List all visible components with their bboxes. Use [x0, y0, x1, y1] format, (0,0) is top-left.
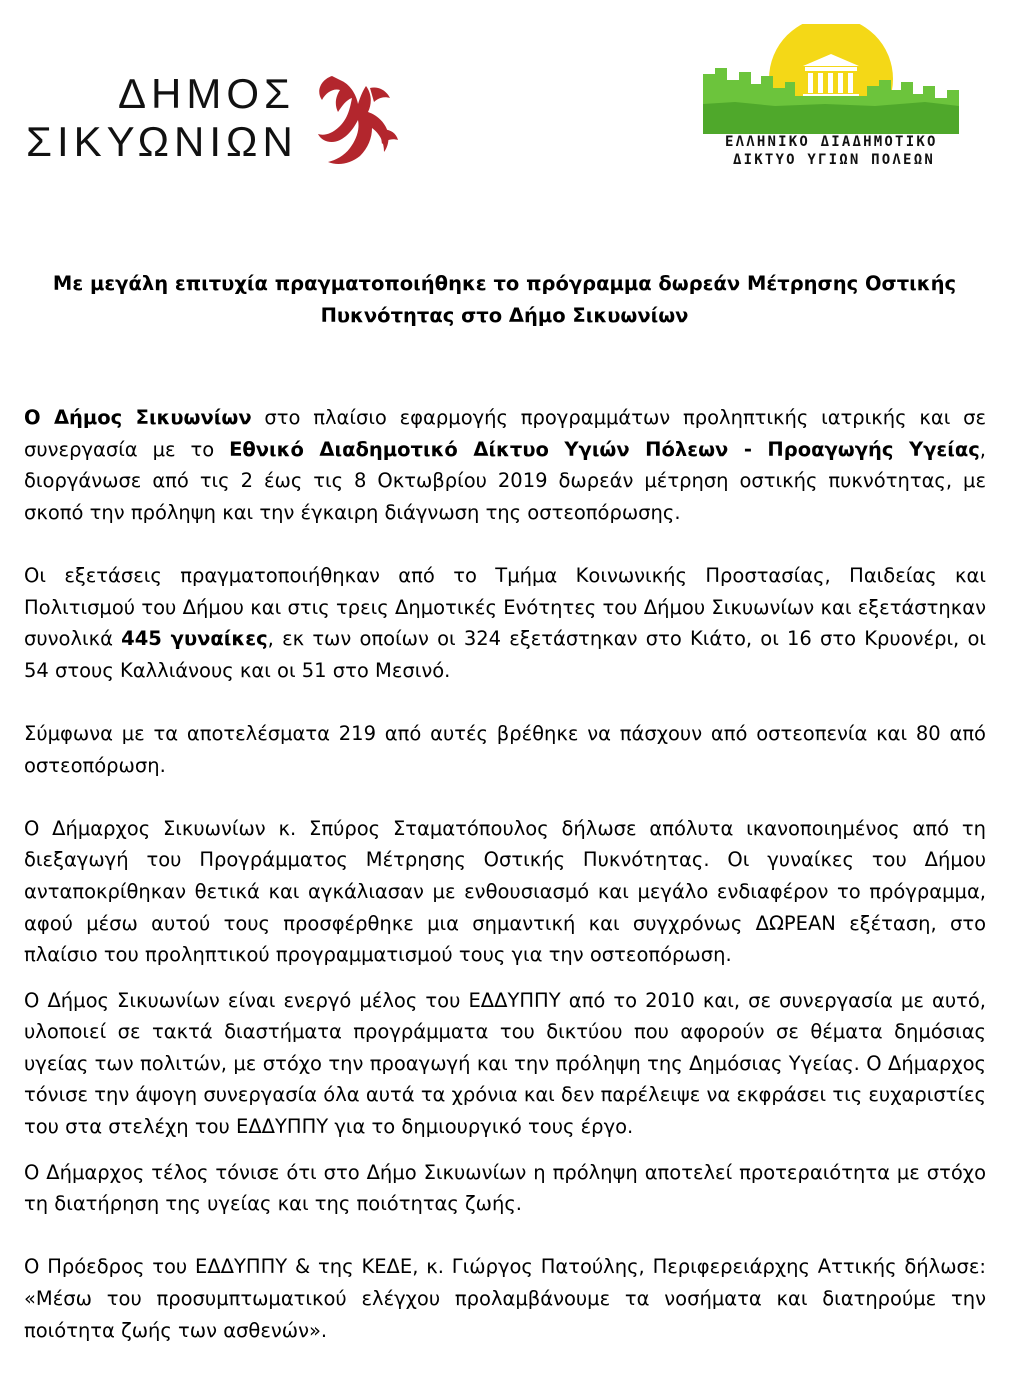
- network-logo-caption-line2: ΔΙΚΤΥΟ ΥΓΙΩΝ ΠΟΛΕΩΝ: [733, 152, 935, 168]
- document-body: [24, 402, 986, 1346]
- paragraph-2-text-2: , εκ των οποίων οι 324 εξετάστηκαν στο Κιάτο, οι 16 στο Κρυονέρι, οι 54 στους Καλλιάνους και οι 51 στο Μεσινό.: [24, 627, 986, 682]
- healthy-cities-network-logo: [695, 24, 965, 174]
- paragraph-2-text-1: Οι εξετάσεις πραγματοποιήθηκαν από το Τμήμα Κοινωνικής Προστασίας, Παιδείας και Πολιτισμού του Δήμου και στις τρεις Δημοτικές Ενότητες του Δήμου Σικυωνίων και εξετάστηκαν συνολικά: [24, 563, 986, 651]
- paragraph-3: Σύμφωνα με τα αποτελέσματα 219 από αυτές βρέθηκε να πάσχουν από οστεοπενία και 80 από οστεοπόρωση.: [24, 721, 986, 777]
- title-line1: Με μεγάλη επιτυχία πραγματοποιήθηκε το πρόγραμμα δωρεάν Μέτρησης Οστικής: [52, 272, 957, 295]
- paragraph-2: [24, 560, 986, 686]
- paragraph-1-text-1: στο πλαίσιο εφαρμογής προγραμμάτων προληπτικής ιατρικής και σε συνεργασία με το: [24, 406, 986, 461]
- title-line2: Πυκνότητας στο Δήμο Σικυωνίων: [320, 304, 689, 327]
- paragraph-1-text-2: , διοργάνωσε από τις 2 έως τις 8 Οκτωβρίου 2019 δωρεάν μέτρηση οστικής πυκνότητας, με σκοπό την πρόληψη και την έγκαιρη διάγνωση της οστεοπόρωσης.: [24, 437, 986, 524]
- municipality-logo: [24, 66, 384, 176]
- municipality-logo-line2: ΣΙΚΥΩΝΙΩΝ: [26, 118, 298, 165]
- municipality-logo-line1: ΔΗΜΟΣ: [118, 70, 296, 117]
- healthy-cities-emblem-icon: [695, 24, 965, 134]
- paragraph-7: Ο Πρόεδρος του ΕΔΔΥΠΠΥ & της ΚΕΔΕ, κ. Γιώργος Πατούλης, Περιφερειάρχης Αττικής δήλωσε: «Μέσω του προσυμπτωματικού ελέγχου προλαμβάνουμε τα νοσήματα και διατηρούμε την ποιότητα ζωής των ασθενών».: [24, 1255, 986, 1342]
- paragraph-6: Ο Δήμαρχος τέλος τόνισε ότι στο Δήμο Σικυωνίων η πρόληψη αποτελεί προτεραιότητα με στόχο τη διατήρηση της υγείας και της ποιότητας ζωής.: [24, 1160, 986, 1216]
- paragraph-1-bold-2: Εθνικό Διαδημοτικό Δίκτυο Υγιών Πόλεων - Προαγωγής Υγείας: [229, 437, 980, 461]
- municipality-emblem-icon: [310, 70, 402, 170]
- document-title: [40, 268, 969, 332]
- network-logo-caption-line1: ΕΛΛΗΝΙΚΟ ΔΙΑΔΗΜΟΤΙΚΟ: [725, 134, 938, 150]
- paragraph-5: Ο Δήμος Σικυωνίων είναι ενεργό μέλος του ΕΔΔΥΠΠΥ από το 2010 και, σε συνεργασία με αυτό, υλοποιεί σε τακτά διαστήματα προγράμματα του δικτύου που αφορούν σε θέματα δημόσιας υγείας των πολιτών, με στόχο την προαγωγή και την πρόληψη της Δημόσιας Υγείας. Ο Δήμαρχος τόνισε την άψογη συνεργασία όλα αυτά τα χρόνια και δεν παρέλειψε να εκφράσει τις ευχαριστίες του στα στελέχη του ΕΔΔΥΠΠΥ για το δημιουργικό τους έργο.: [24, 988, 986, 1139]
- paragraph-2-bold-1: 445 γυναίκες: [121, 627, 268, 651]
- paragraph-1: [24, 402, 986, 528]
- paragraph-4: Ο Δήμαρχος Σικυωνίων κ. Σπύρος Σταματόπουλος δήλωσε απόλυτα ικανοποιημένος από τη διεξαγωγή του Προγράμματος Μέτρησης Οστικής Πυκνότητας. Οι γυναίκες του Δήμου ανταποκρίθηκαν θετικά και αγκάλιασαν με ενθουσιασμό και μεγάλο ενδιαφέρον το πρόγραμμα, αφού μέσω αυτού τους προσφέρθηκε μια σημαντική και συγχρόνως ΔΩΡΕΑΝ εξέταση, στο πλαίσιο του προληπτικού προγραμματισμού τους για την οστεοπόρωση.: [24, 816, 986, 967]
- paragraph-1-bold-1: Ο Δήμος Σικυωνίων: [24, 406, 252, 429]
